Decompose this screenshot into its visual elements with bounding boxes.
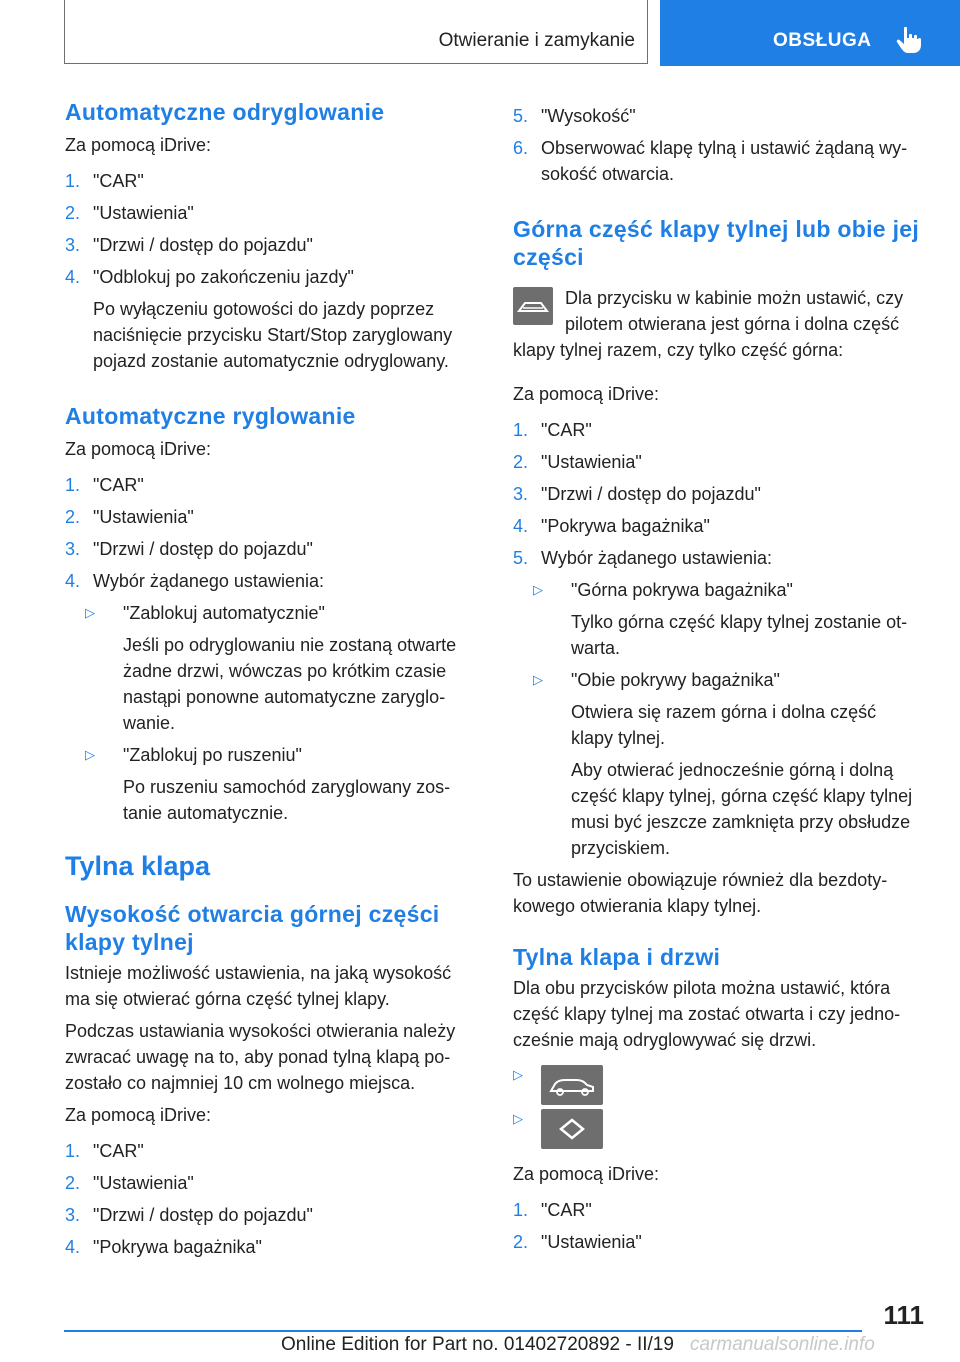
steps-list [513,417,928,571]
list-item: 2. "Ustawienia" [65,203,194,223]
watermark-text: carmanualsonline.info [690,1334,875,1355]
triangle-bullet-icon: ▷ [513,1111,523,1126]
intro-text: Za pomocą iDrive: [513,1164,660,1184]
car-trunk-remote-icon [541,1065,603,1105]
triangle-bullet-icon: ▷ [533,672,543,687]
list-item: 3. "Drzwi / dostęp do pojazdu" [65,539,313,559]
paragraph-with-icon: Dla przycisku w kabinie możn ustawić, czy pilotem otwierana jest górna i dolna część klapy tylnej razem, czy tylko część górna: [513,288,904,360]
bullet-item: ▷ "Obie pokrywy bagażnika" [513,667,928,693]
bullet-item: ▷ "Zablokuj automatycznie" [65,600,480,626]
list-item: 2. "Ustawienia" [65,507,194,527]
chapter-tab-label: OBSŁUGA [773,30,872,51]
list-item: 4. Wybór żądanego ustawienia: [65,571,324,591]
paragraph: To ustawienie obowiązuje również dla bezdoty‐ kowego otwierania klapy tylnej. [513,870,888,916]
list-item: 1. "CAR" [513,420,592,440]
triangle-bullet-icon: ▷ [533,582,543,597]
left-column [65,98,480,1266]
triangle-bullet-icon: ▷ [513,1067,523,1082]
bullet-description: Aby otwierać jednocześnie górną i dolną część klapy tylnej, górna część klapy tylnej musi być jeszcze zamknięta przy obsłudze przyciskiem. [571,760,913,858]
intro-text: Za pomocą iDrive: [65,135,212,155]
intro-text: Za pomocą iDrive: [65,439,212,459]
paragraph: Istnieje możliwość ustawienia, na jaką wysokość ma się otwierać górna część tylnej klapy. [65,963,452,1009]
bullet-description: Po ruszeniu samochód zaryglowany zos‐ tanie automatycznie. [123,777,451,823]
intro-text: Za pomocą iDrive: [65,1105,212,1125]
list-item: 4. "Pokrywa bagażnika" [513,516,710,536]
chapter-tab [660,0,960,66]
list-item: 1. "CAR" [513,1200,592,1220]
heading-tailgate-and-doors: Tylna klapa i drzwi [513,944,721,970]
paragraph: Podczas ustawiania wysokości otwierania należy zwracać uwagę na to, aby ponad tylną klapą po‐ zostało co najmniej 10 cm wolnego miejsca. [65,1021,456,1093]
section-title: Otwieranie i zamykanie [438,30,635,51]
page-number: 111 [883,1300,924,1330]
list-item: 1. "CAR" [65,475,144,495]
triangle-bullet-icon: ▷ [85,747,95,762]
list-item: 2. "Ustawienia" [513,452,642,472]
hand-pointer-icon [896,26,922,54]
bullet-description: Otwiera się razem górna i dolna część klapy tylnej. [571,702,877,748]
subheading-opening-height: Wysokość otwarcia górnej części klapy tylnej [65,901,440,955]
list-item: 4. "Pokrywa bagażnika" [65,1237,262,1257]
bullet-item: ▷ "Zablokuj po ruszeniu" [65,742,480,768]
header-section-box [64,0,648,64]
tailgate-button-icon [513,287,553,325]
list-item: 3. "Drzwi / dostęp do pojazdu" [65,1205,313,1225]
list-item: 3. "Drzwi / dostęp do pojazdu" [513,484,761,504]
intro-text: Za pomocą iDrive: [513,384,660,404]
heading-upper-or-both: Górna część klapy tylnej lub obie jej części [513,216,920,270]
paragraph: Dla obu przycisków pilota można ustawić, która część klapy tylnej ma zostać otwarta i czy jedno‐ cześnie mają odryglowywać się drzwi. [513,978,901,1050]
list-item: 5. Wybór żądanego ustawienia: [513,548,772,568]
steps-list [65,1138,480,1260]
triangle-bullet-icon: ▷ [85,605,95,620]
footer-divider [64,1330,862,1332]
diamond-remote-icon [541,1109,603,1149]
steps-list-continued [513,103,928,187]
steps-list [65,168,480,290]
list-item: 2. "Ustawienia" [65,1173,194,1193]
edition-text: Online Edition for Part no. 01402720892 - II/19 [281,1334,674,1355]
list-item: 1. "CAR" [65,1141,144,1161]
list-item: 6. Obserwować klapę tylną i ustawić żądaną wy‐ sokość otwarcia. [513,138,908,184]
bullet-description: Jeśli po odryglowaniu nie zostaną otwarte żadne drzwi, wówczas po krótkim czasie nastąpi ponowne automatyczne zaryglo‐ wanie. [123,635,457,733]
list-item: 5. "Wysokość" [513,106,636,126]
steps-list [65,472,480,594]
remote-button-row [513,1065,928,1107]
list-item: 2. "Ustawienia" [513,1232,642,1252]
remote-button-row [513,1109,928,1151]
note-text: Po wyłączeniu gotowości do jazdy poprzez naciśnięcie przycisku Start/Stop zaryglowany pojazd zostanie automatycznie odryglowany. [93,299,453,371]
heading-auto-lock: Automatyczne ryglowanie [65,403,356,429]
steps-list [513,1197,928,1255]
heading-tailgate: Tylna klapa [65,851,211,881]
bullet-description: Tylko górna część klapy tylnej zostanie ot‐ warta. [571,612,908,658]
list-item: 1. "CAR" [65,171,144,191]
list-item: 3. "Drzwi / dostęp do pojazdu" [65,235,313,255]
list-item: 4. "Odblokuj po zakończeniu jazdy" [65,267,354,287]
bullet-item: ▷ "Górna pokrywa bagażnika" [513,577,928,603]
heading-auto-unlock: Automatyczne odryglowanie [65,99,385,125]
right-column [513,98,928,1261]
